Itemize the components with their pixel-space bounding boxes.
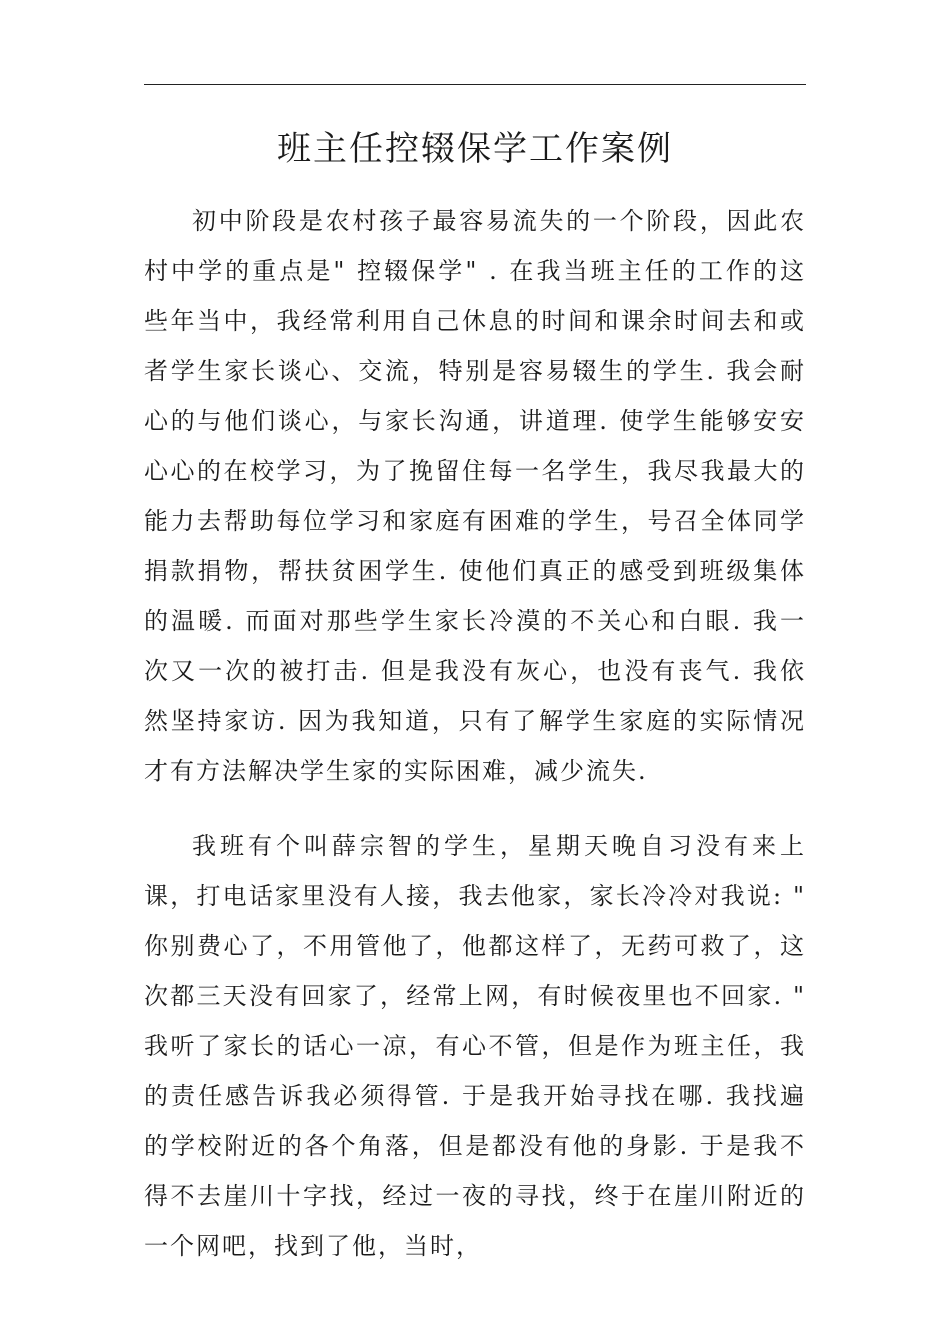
paragraph-2: 我班有个叫薛宗智的学生，星期天晚自习没有来上课，打电话家里没有人接，我去他家，家长冷冷对我说: " 你别费心了，不用管他了，他都这样了，无药可救了，这次都三天没有回家了，经常上网，有时候夜里也不回家. " 我听了家长的话心一凉，有心不管，但是作为班主任，我的责任感告诉我必须得管. 于是我开始寻找在哪. 我找遍的学校附近的各个角落，但是都没有他的身影. 于是我不得不去崖川十字找，经过一夜的寻找，终于在崖川附近的一个网吧，找到了他，当时， <box>144 832 806 1260</box>
document-title: 班主任控辍保学工作案例 <box>277 129 673 169</box>
document-body <box>144 196 806 1271</box>
paragraph-1: 初中阶段是农村孩子最容易流失的一个阶段，因此农村中学的重点是" 控辍保学" . 在我当班主任的工作的这些年当中，我经常利用自己休息的时间和课余时间去和或者学生家长谈心、交流，特别是容易辍生的学生. 我会耐心的与他们谈心，与家长沟通，讲道理. 使学生能够安安心心的在校学习，为了挽留住每一名学生，我尽我最大的能力去帮助每位学习和家庭有困难的学生，号召全体同学捐款捐物，帮扶贫困学生. 使他们真正的感受到班级集体的温暖. 而面对那些学生家长冷漠的不关心和白眼. 我一次又一次的被打击. 但是我没有灰心，也没有丧气. 我依然坚持家访. 因为我知道，只有了解学生家庭的实际情况才有方法解决学生家的实际困难，减少流失. <box>144 207 806 785</box>
header-rule <box>144 84 806 85</box>
